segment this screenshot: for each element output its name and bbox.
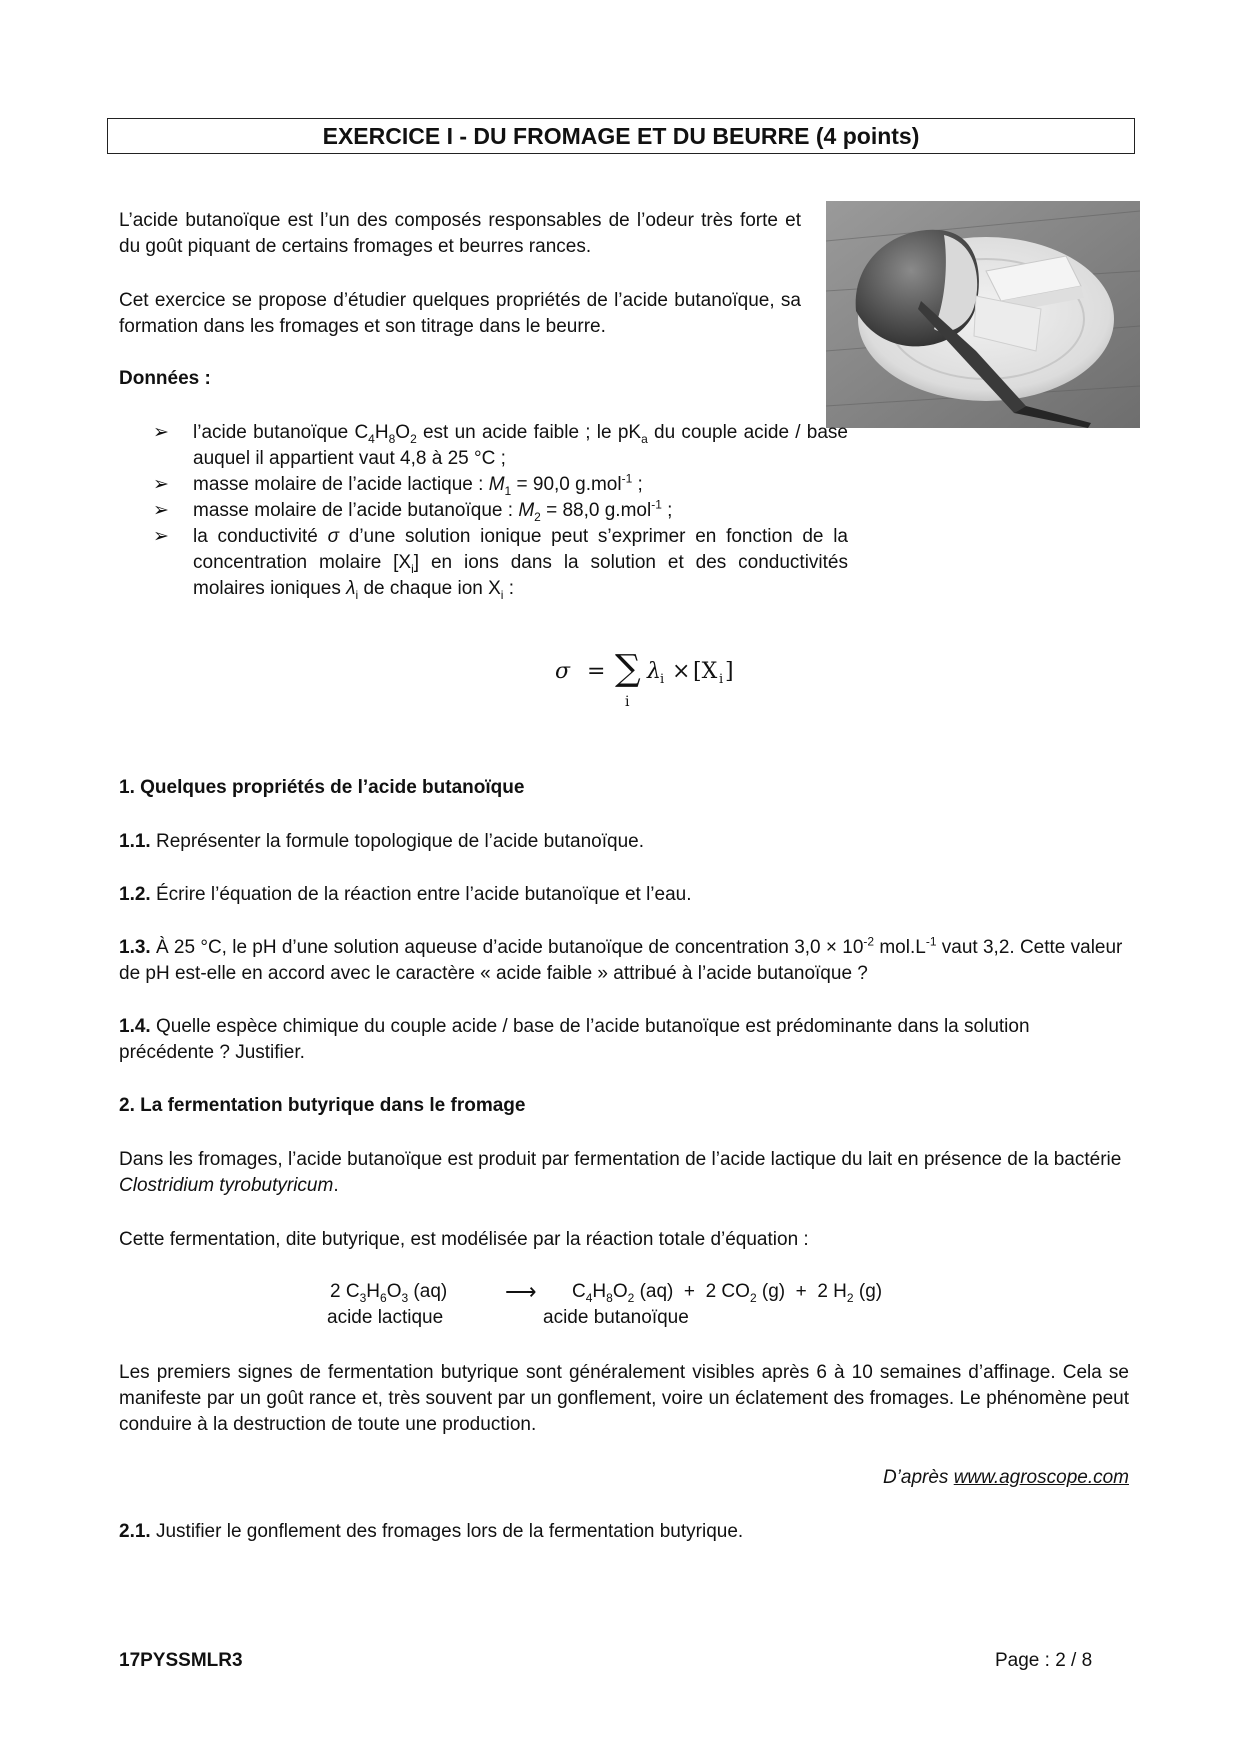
question-1-1 <box>119 829 1129 855</box>
eq-text: O <box>386 1281 402 1302</box>
formula-lambda-sub: i <box>660 672 665 687</box>
eq-text: H <box>592 1281 607 1302</box>
donnees-item-3 <box>107 498 848 524</box>
item4-sub: i <box>500 587 504 602</box>
intro-text-1: L’acide butanoïque est l’un des composés responsables de l’odeur très forte et du goût piquant de certains fromages et beurres rances. <box>119 210 801 257</box>
question-sup: -2 <box>863 934 875 949</box>
page-number <box>995 1650 1092 1672</box>
item4-sub: i <box>355 587 359 602</box>
arrow-bullet-icon: ➢ <box>153 526 169 547</box>
item3-text: ; <box>661 500 673 521</box>
item2-sub: 1 <box>504 483 512 498</box>
bacteria-name: Clostridium tyrobutyricum <box>119 1175 334 1196</box>
item2-symbol: M <box>488 474 505 495</box>
question-text: Représenter la formule topologique de l’acide butanoïque. <box>150 831 644 852</box>
item2-text: masse molaire de l’acide lactique : <box>193 474 489 495</box>
formula-lambda: λ <box>647 659 661 684</box>
paragraph-text: Dans les fromages, l’acide butanoïque est produit par fermentation de l’acide lactique du lait en présence de la bactérie <box>119 1149 1122 1170</box>
item4-text: ] en ions dans la solution et des conductivités molaires ioniques <box>193 552 848 599</box>
eq-sub: 2 <box>749 1290 757 1305</box>
question-number: 1.3. <box>119 937 151 958</box>
donnees-list <box>107 420 848 602</box>
question-1-2 <box>119 882 1129 908</box>
question-text: À 25 °C, le pH d’une solution aqueuse d’acide butanoïque de concentration 3,0 × 10 <box>150 937 864 958</box>
exercise-title <box>107 118 1135 154</box>
item4-text: de chaque ion X <box>358 578 501 599</box>
eq-sub: 2 <box>627 1290 635 1305</box>
intro-paragraph-1 <box>119 208 801 260</box>
eq-text: (g) + 2 H <box>756 1281 847 1302</box>
eq-text: (aq) <box>408 1281 448 1302</box>
cheese-bread-photo <box>826 201 1140 428</box>
question-number: 1.4. <box>119 1016 151 1037</box>
item1-text: O <box>395 422 411 443</box>
eq-text: H <box>366 1281 380 1302</box>
donnees-heading-text: Données : <box>119 368 211 389</box>
section-2-paragraph-2 <box>119 1227 1129 1253</box>
intro-paragraph-2 <box>119 288 801 340</box>
item4-text: : <box>503 578 515 599</box>
formula-sum: ∑ <box>615 648 641 689</box>
intro-text-2: Cet exercice se propose d’étudier quelques propriétés de l’acide butanoïque, sa formation dans les fromages et son titrage dans le beurre. <box>119 290 801 337</box>
question-number: 2.1. <box>119 1521 151 1542</box>
paragraph-text: Les premiers signes de fermentation butyrique sont généralement visibles après 6 à 10 semaines d’affinage. Cela se manifeste par un goût rance et, très souvent par un gonflement, voire un éclatement des fromages. Le phénomène peut conduire à la destruction de toute une production. <box>119 1362 1129 1435</box>
formula-sum-index: i <box>625 694 630 710</box>
section-2-title <box>119 1095 525 1117</box>
label-lactic-acid <box>327 1307 443 1329</box>
question-text: Écrire l’équation de la réaction entre l’acide butanoïque et l’eau. <box>150 884 692 905</box>
formula-bracket-close: ] <box>725 659 734 684</box>
item3-sub: 2 <box>534 509 541 524</box>
formula-bracket-open: [X <box>693 659 718 684</box>
exercise-title-text: EXERCICE I - DU FROMAGE ET DU BEURRE (4 points) <box>322 122 920 149</box>
item1-sub: 2 <box>410 431 417 446</box>
question-1-4 <box>119 1014 1129 1066</box>
formula-sigma: σ <box>555 659 571 684</box>
eq-text: O <box>612 1281 628 1302</box>
question-text: vaut 3,2. Cette valeur de pH est-elle en accord avec le caractère « acide faible » attribué à l’acide butanoïque ? <box>119 937 1123 984</box>
page-number-text: Page : 2 / 8 <box>995 1650 1093 1671</box>
item1-sub: a <box>641 431 648 446</box>
eq-sub: 4 <box>585 1290 593 1305</box>
question-1-3 <box>119 935 1129 987</box>
source-prefix: D’après <box>882 1467 954 1488</box>
item1-sub: 4 <box>368 431 375 446</box>
item4-text: la conductivité <box>193 526 328 547</box>
donnees-item-4 <box>107 524 848 602</box>
eq-text: 2 C <box>330 1281 360 1302</box>
formula-equals: = <box>587 659 606 684</box>
source-link[interactable]: www.agroscope.com <box>953 1467 1129 1488</box>
arrow-bullet-icon: ➢ <box>153 474 169 495</box>
arrow-bullet-icon: ➢ <box>153 422 169 443</box>
question-2-1 <box>119 1519 1129 1545</box>
question-number: 1.2. <box>119 884 151 905</box>
eq-sub: 2 <box>846 1290 854 1305</box>
item1-text: est un acide faible ; le pK <box>416 422 642 443</box>
document-code <box>119 1650 243 1672</box>
reaction-arrow-icon <box>505 1279 537 1305</box>
source-citation <box>719 1467 1129 1489</box>
formula-bracket-sub: i <box>719 672 724 687</box>
donnees-item-2 <box>107 472 848 498</box>
eq-text: (aq) + 2 CO <box>634 1281 750 1302</box>
conductivity-formula <box>555 646 755 716</box>
section-2-paragraph-1 <box>119 1147 1129 1199</box>
eq-sub: 8 <box>606 1290 613 1305</box>
formula-times: × <box>672 659 691 684</box>
item1-text: du couple acide / base auquel il appartient vaut 4,8 à 25 °C ; <box>193 422 848 469</box>
item2-sup: -1 <box>621 471 633 486</box>
question-sup: -1 <box>925 934 937 949</box>
donnees-item-1 <box>107 420 848 472</box>
section-1-title <box>119 777 524 799</box>
item3-text: = 88,0 g.mol <box>540 500 652 521</box>
label-text: acide butanoïque <box>543 1307 689 1328</box>
paragraph-text: . <box>333 1175 339 1196</box>
item3-sup: -1 <box>651 497 662 512</box>
section-2-paragraph-3 <box>119 1360 1129 1438</box>
section-2-title-text: 2. La fermentation butyrique dans le fromage <box>119 1095 526 1116</box>
section-1-title-text: 1. Quelques propriétés de l’acide butanoïque <box>119 777 525 798</box>
eq-sub: 6 <box>380 1290 387 1305</box>
paragraph-text: Cette fermentation, dite butyrique, est modélisée par la réaction totale d’équation : <box>119 1229 809 1250</box>
document-code-text: 17PYSSMLR3 <box>119 1650 243 1671</box>
eq-text: (g) <box>853 1281 883 1302</box>
item1-text: l’acide butanoïque C <box>193 422 369 443</box>
eq-text: C <box>572 1281 586 1302</box>
donnees-heading <box>119 368 211 390</box>
question-text: Quelle espèce chimique du couple acide / base de l’acide butanoïque est prédominante dans la solution précédente ? Justifier. <box>119 1016 1030 1063</box>
eq-sub: 3 <box>401 1290 409 1305</box>
reaction-reactant <box>330 1281 447 1303</box>
question-number: 1.1. <box>119 831 151 852</box>
label-text: acide lactique <box>327 1307 444 1328</box>
reaction-products <box>572 1281 882 1303</box>
label-butanoic-acid <box>543 1307 689 1329</box>
item4-symbol: λ <box>346 578 356 599</box>
item2-text: = 90,0 g.mol <box>511 474 622 495</box>
item3-symbol: M <box>518 500 535 521</box>
item3-text: masse molaire de l’acide butanoïque : <box>193 500 519 521</box>
eq-sub: 3 <box>359 1290 367 1305</box>
arrow-bullet-icon: ➢ <box>153 500 169 521</box>
item1-text: H <box>374 422 389 443</box>
question-text: mol.L <box>874 937 926 958</box>
item4-text: d’une solution ionique peut s’exprimer en fonction de la concentration molaire [X <box>193 526 848 573</box>
item1-sub: 8 <box>388 431 396 446</box>
item4-sub: i <box>411 561 414 576</box>
reaction-arrow: ⟶ <box>505 1279 537 1304</box>
item2-text: ; <box>632 474 643 495</box>
question-text: Justifier le gonflement des fromages lors de la fermentation butyrique. <box>150 1521 744 1542</box>
item4-symbol: σ <box>327 526 340 547</box>
